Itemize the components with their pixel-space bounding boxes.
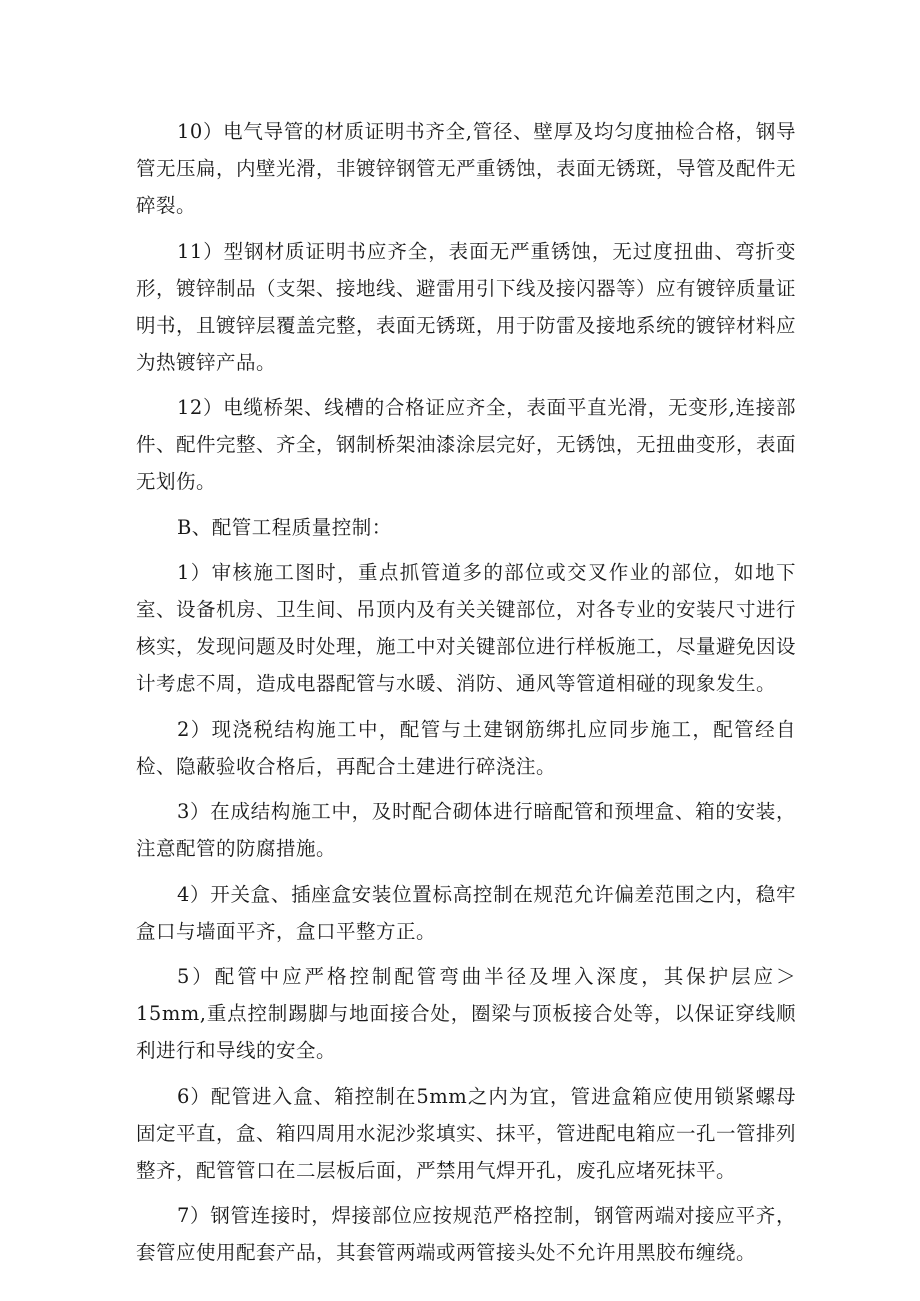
paragraph-item-b7: 7）钢管连接时，焊接部位应按规范严格控制，钢管两端对接应平齐，套管应使用配套产品，其套管两端或两管接头处不允许用黑胶布缠绕。 bbox=[136, 1204, 796, 1264]
paragraph-item-b6: 6）配管进入盒、箱控制在5mm之内为宜，管进盒箱应使用锁紧螺母固定平直，盒、箱四周用水泥沙浆填实、抹平，管进配电箱应一孔一管排列整齐，配管管口在二层板后面，严禁用气焊开孔，废孔应堵死抹平。 bbox=[136, 1084, 797, 1182]
paragraph-item-12: 12）电缆桥架、线槽的合格证应齐全，表面平直光滑，无变形,连接部件、配件完整、齐全，钢制桥架油漆涂层完好，无锈蚀，无扭曲变形，表面无划伤。 bbox=[136, 396, 797, 493]
paragraph-item-11: 11）型钢材质证明书应齐全，表面无严重锈蚀，无过度扭曲、弯折变形，镀锌制品（支架、接地线、避雷用引下线及接闪器等）应有镀锌质量证明书，且镀锌层覆盖完整，表面无锈斑，用于防雷及接地系统的镀锌材料应为热镀锌产品。 bbox=[136, 239, 797, 374]
paragraph-item-10: 10）电气导管的材质证明书齐全,管径、壁厚及均匀度抽检合格，钢导管无压扁，内壁光滑，非镀锌钢管无严重锈蚀，表面无锈斑，导管及配件无碎裂。 bbox=[136, 120, 797, 217]
paragraph-item-b1: 1）审核施工图时，重点抓管道多的部位或交叉作业的部位，如地下室、设备机房、卫生间、吊顶内及有关关键部位，对各专业的安装尺寸进行核实，发现问题及时处理，施工中对关键部位进行样板施工，尽量避免因设计考虑不周，造成电器配管与水暖、消防、通风等管道相碰的现象发生。 bbox=[136, 561, 797, 695]
paragraph-item-b4: 4）开关盒、插座盒安装位置标高控制在规范允许偏差范围之内，稳牢盒口与墙面平齐，盒口平整方正。 bbox=[136, 882, 796, 943]
document-body bbox=[136, 113, 796, 1280]
paragraph-item-b5: 5）配管中应严格控制配管弯曲半径及埋入深度，其保护层应＞15mm,重点控制踢脚与地面接合处，圈梁与顶板接合处等，以保证穿线顺利进行和导线的安全。 bbox=[136, 965, 796, 1062]
section-heading-b: B、配管工程质量控制： bbox=[176, 515, 392, 539]
paragraph-item-b3: 3）在成结构施工中，及时配合砌体进行暗配管和预埋盒、箱的安装，注意配管的防腐措施。 bbox=[136, 800, 796, 860]
paragraph-item-b2: 2）现浇税结构施工中，配管与土建钢筋绑扎应同步施工，配管经自检、隐蔽验收合格后，再配合土建进行碎浇注。 bbox=[136, 717, 796, 778]
